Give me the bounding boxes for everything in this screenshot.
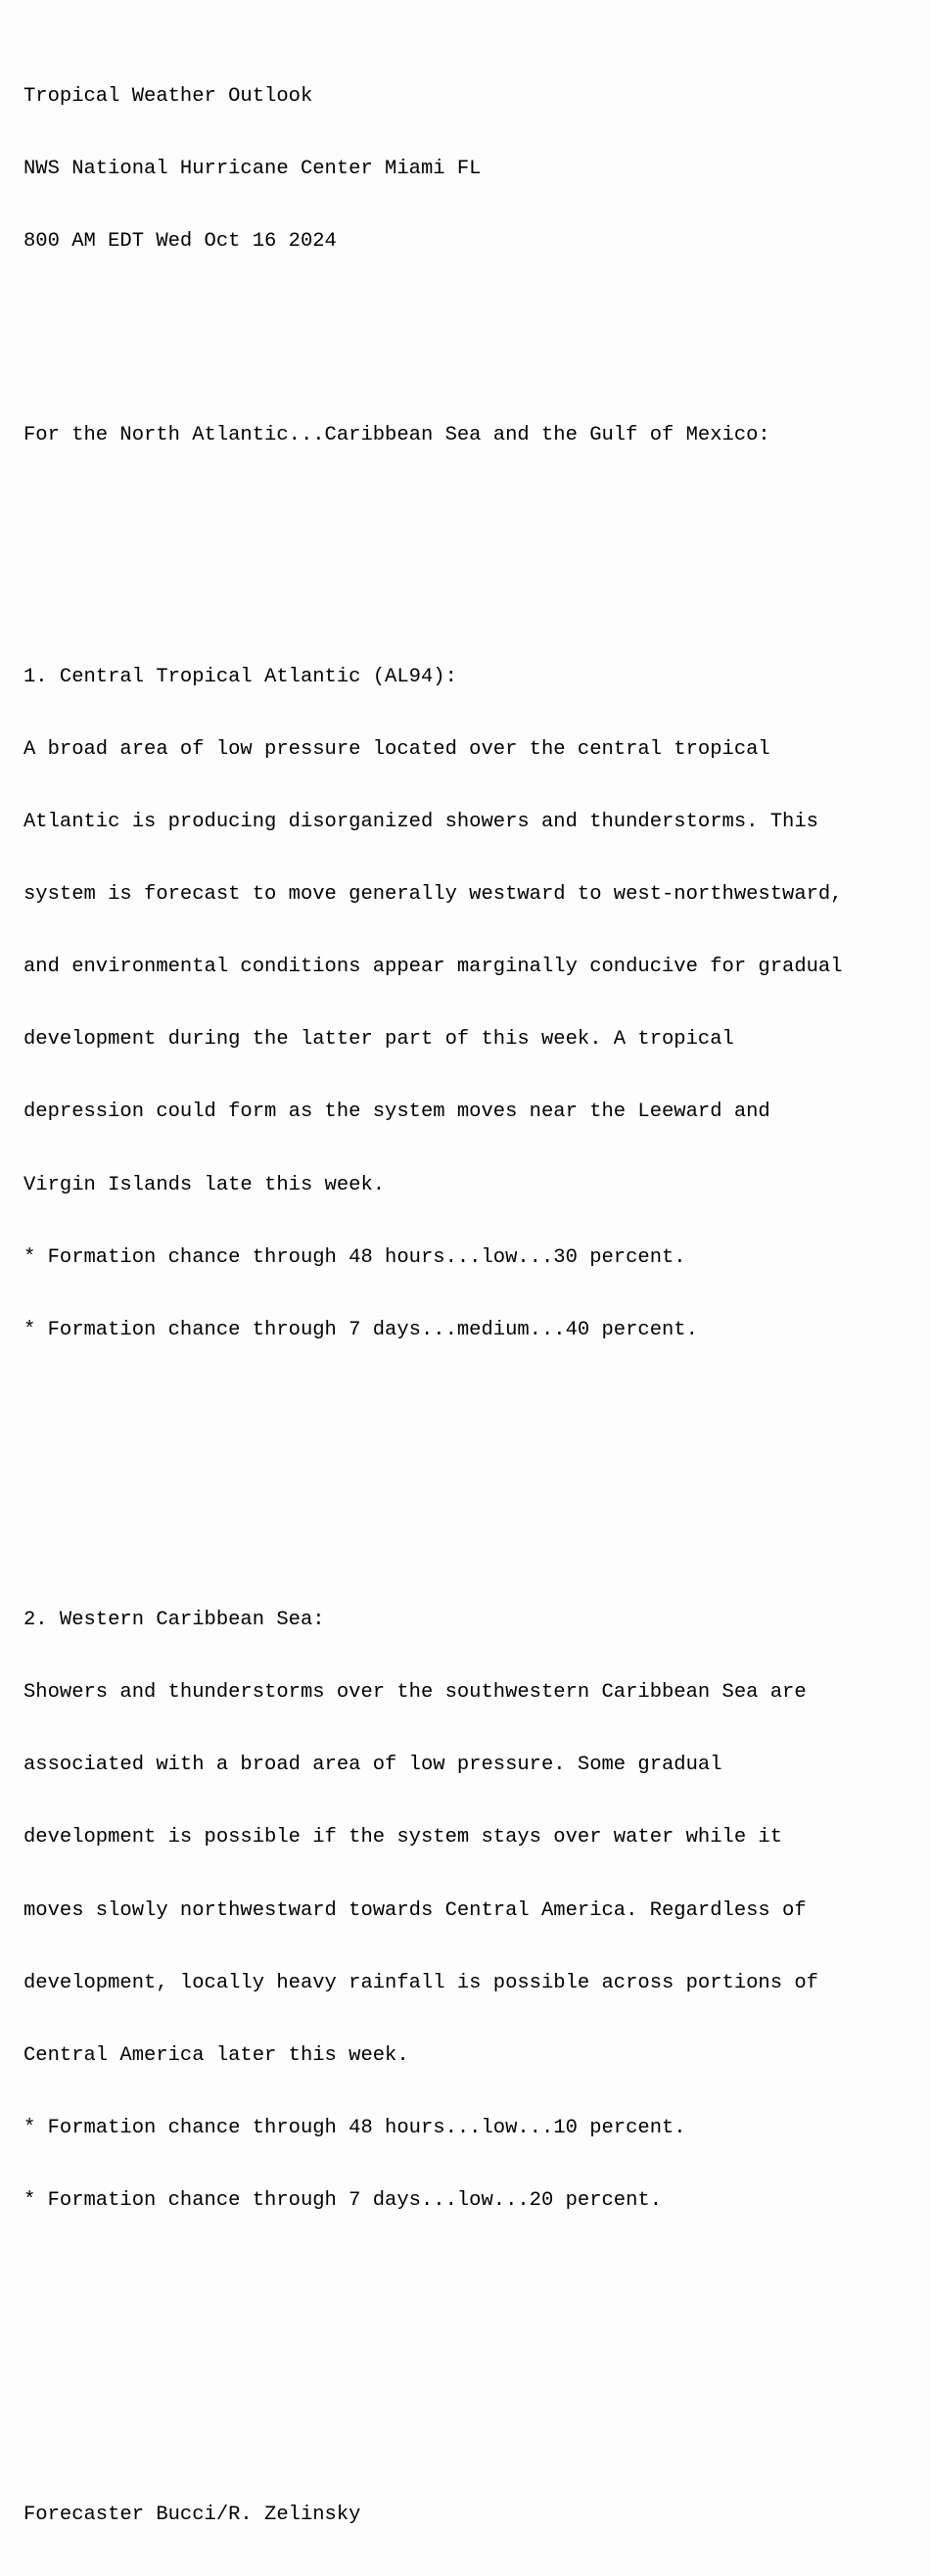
body-line: Showers and thunderstorms over the southwestern Caribbean Sea are [23,1681,807,1705]
body-line: Virgin Islands late this week. [23,1173,386,1196]
body-line: development, locally heavy rainfall is possible across portions of [23,1971,818,1994]
body-line: associated with a broad area of low pressure. Some gradual [23,1754,722,1777]
body-line: development during the latter part of this week. A tropical [23,1028,734,1052]
formation-chance-7day-line: * Formation chance through 7 days...medium...40 percent. [23,1318,698,1341]
coverage-area-line: For the North Atlantic...Caribbean Sea and the Gulf of Mexico: [23,423,770,446]
blank-line [23,521,930,545]
formation-chance-48h-line: * Formation chance through 48 hours...low...10 percent. [23,2116,686,2139]
formation-chance-7day-line: * Formation chance through 7 days...low...20 percent. [23,2188,663,2212]
outlook-section-western-caribbean [23,1561,930,2262]
section-heading: 1. Central Tropical Atlantic (AL94): [23,665,457,688]
blank-line [23,327,930,351]
body-line: Central America later this week. [23,2043,409,2067]
blank-line [23,2334,930,2359]
body-line: system is forecast to move generally westward to west-northwestward, [23,883,843,907]
body-line: depression could form as the system moves near the Leeward and [23,1101,770,1124]
blank-line [23,1464,930,1488]
body-line: moves slowly northwestward towards Central America. Regardless of [23,1898,807,1922]
body-line: Atlantic is producing disorganized showers and thunderstorms. This [23,811,818,834]
section-heading: 2. Western Caribbean Sea: [23,1609,325,1632]
forecaster-signature: Forecaster Bucci/R. Zelinsky [23,2503,361,2526]
outlook-section-central-tropical-atlantic [23,617,930,1390]
body-line: A broad area of low pressure located over the central tropical [23,737,770,761]
issuing-office: NWS National Hurricane Center Miami FL [23,158,482,181]
document-title: Tropical Weather Outlook [23,85,313,109]
body-line: development is possible if the system stays over water while it [23,1826,783,1850]
body-line: and environmental conditions appear marginally conducive for gradual [23,956,843,979]
issue-datetime: 800 AM EDT Wed Oct 16 2024 [23,230,337,254]
formation-chance-48h-line: * Formation chance through 48 hours...low...30 percent. [23,1245,686,1269]
blank-line [23,2407,930,2431]
